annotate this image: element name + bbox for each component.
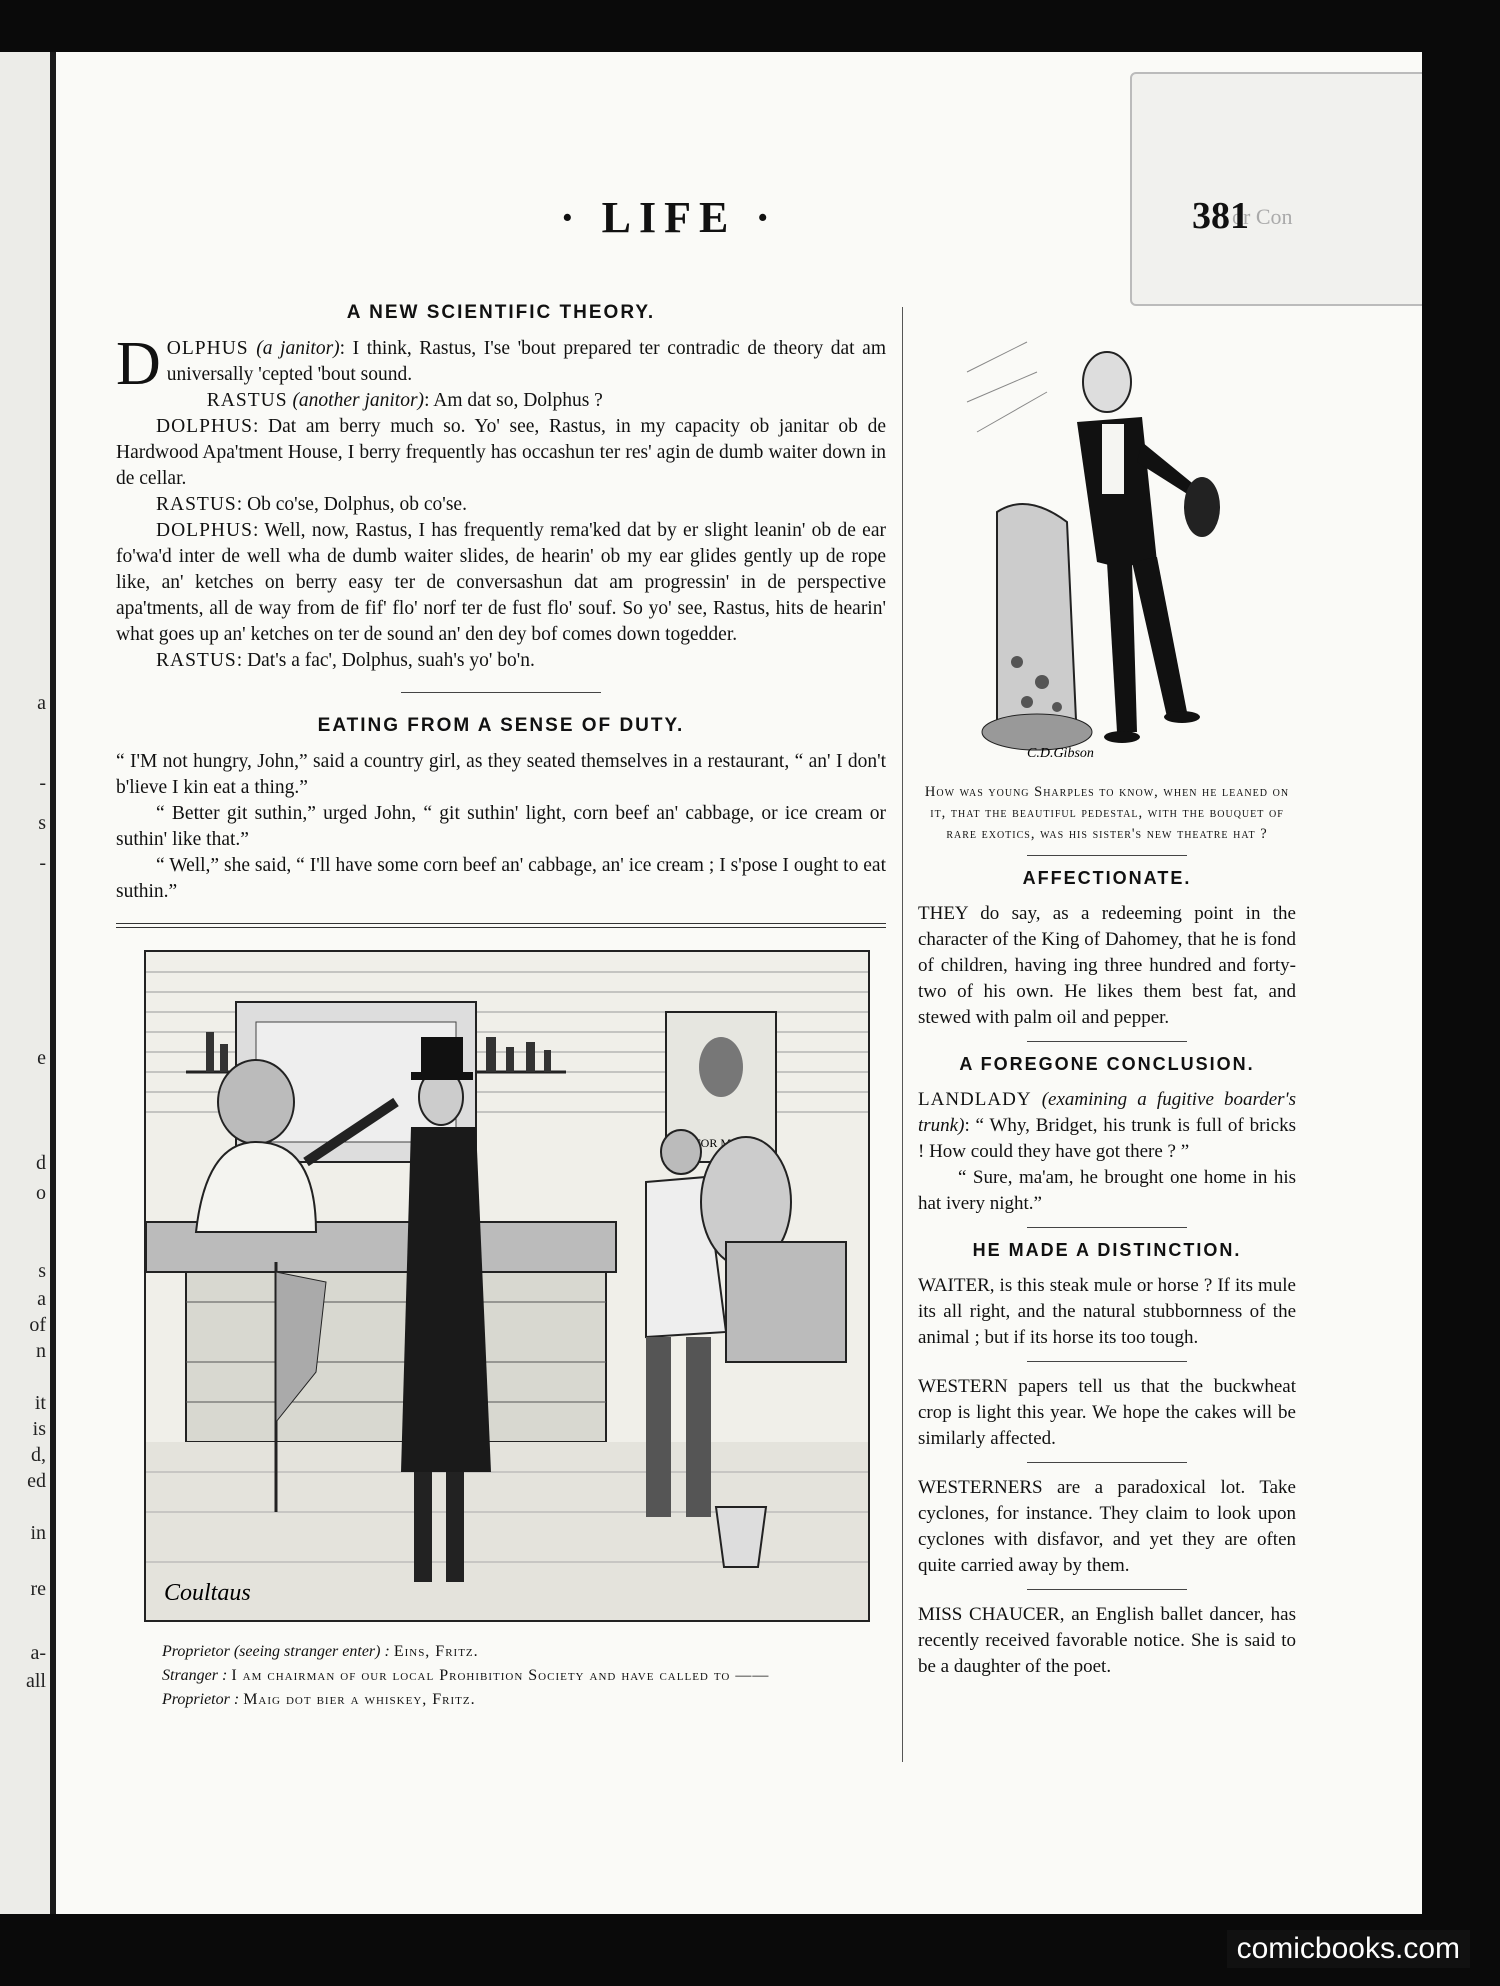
caption-speaker: Proprietor : xyxy=(162,1691,240,1708)
artist-signature: C.D.Gibson xyxy=(1027,746,1094,761)
dialogue-line xyxy=(116,518,886,648)
divider xyxy=(1027,1361,1187,1362)
dialogue-text: : Well, now, Rastus, I has frequently rema'ked dat by er slight leanin' ob de ear fo'wa'd inter de well wha de dumb waiter slides, de hearin' ob my ear glides gently up de rope like, an' ketches on berry easy ter de conversashun dat am progressin' in de perspective apa'tments, all de way from de fif' flo' norf ter de fust flo' souf. So yo' see, Rastus, hits de hearin' what goes up an' ketches on ter de sound an' den dey bof comes down togedder. xyxy=(116,520,886,645)
caption-line xyxy=(162,1688,886,1712)
dialogue-line xyxy=(116,492,886,518)
prev-page-fragment: is xyxy=(32,1418,46,1440)
speaker-note: (examining a fugitive boarder's trunk) xyxy=(918,1089,1297,1136)
saloon-illustration xyxy=(146,952,868,1620)
prev-page-fragment: ed xyxy=(27,1470,46,1492)
dialogue-line xyxy=(116,414,886,492)
artist-signature: Coultaus xyxy=(164,1580,251,1606)
speaker: LANDLADY xyxy=(918,1089,1032,1110)
dialogue-line xyxy=(116,330,886,398)
prev-page-fragment: - xyxy=(39,852,46,874)
prev-page-fragment: a xyxy=(37,692,46,714)
speaker: DOLPHUS xyxy=(156,520,253,541)
prev-page-fragment: e xyxy=(37,1047,46,1069)
paragraph: MISS CHAUCER, an English ballet dancer, has recently received favorable notice. She is said to be a daughter of the poet. xyxy=(918,1604,1296,1677)
speaker-note: (a janitor) xyxy=(256,338,340,359)
prev-page-fragment: d xyxy=(36,1152,46,1174)
poster-text: FOR xyxy=(694,1136,718,1150)
paragraph: “ Better git suthin,” urged John, “ git suthin' light, corn beef an' cabbage, or ice cream or suthin' like that.” xyxy=(116,803,886,850)
prev-page-fragment: s xyxy=(38,812,46,834)
prev-page-fragment: all xyxy=(26,1670,46,1692)
paragraph: WESTERNERS are a paradoxical lot. Take cyclones, for instance. They claim to look upon cyclones with disfavor, and yet they are often quite carried away by them. xyxy=(918,1477,1296,1576)
dialogue-text: : Am dat so, Dolphus ? xyxy=(424,390,603,411)
watermark: comicbooks.com xyxy=(1227,1930,1470,1968)
speaker: RASTUS xyxy=(156,494,237,515)
divider xyxy=(1027,855,1187,856)
divider xyxy=(1027,1041,1187,1042)
story-title: EATING FROM A SENSE OF DUTY. xyxy=(317,715,685,736)
paragraph: “ Well,” she said, “ I'll have some corn beef an' cabbage, an' ice cream ; I s'pose I ought to eat suthin.” xyxy=(116,855,886,902)
prev-page-fragment: in xyxy=(30,1522,46,1544)
story-body xyxy=(116,330,886,674)
stamp-line: or Con xyxy=(1232,204,1293,229)
prev-page-fragment: a- xyxy=(30,1642,46,1664)
caption-speaker: Proprietor (seeing stranger enter) : xyxy=(162,1643,390,1660)
dialogue-text: : Ob co'se, Dolphus, ob co'se. xyxy=(236,494,467,515)
paragraph xyxy=(918,1087,1296,1165)
speaker: RASTUS xyxy=(156,650,237,671)
dialogue-text: : I think, Rastus, I'se 'bout prepared ter contradic de theory dat am universally 'cepted 'bout sound. xyxy=(166,338,886,385)
divider xyxy=(1027,1227,1187,1228)
divider xyxy=(1027,1589,1187,1590)
speaker: DOLPHUS xyxy=(156,416,253,437)
paragraph: WESTERN papers tell us that the buckwheat crop is light this year. We hope the cakes will be similarly affected. xyxy=(918,1376,1296,1449)
divider xyxy=(401,692,601,693)
story-title: A FOREGONE CONCLUSION. xyxy=(959,1054,1255,1074)
library-stamp xyxy=(1130,72,1422,306)
paragraph: THEY do say, as a redeeming point in the character of the King of Dahomey, that he is fond of children, having ing three hundred and forty-two of his own. He likes them best fat, and stewed with palm oil and pepper. xyxy=(918,903,1296,1028)
magazine-page xyxy=(50,52,1422,1914)
prev-page-fragment: - xyxy=(39,772,46,794)
divider xyxy=(1027,1462,1187,1463)
prev-page-fragment: of xyxy=(29,1314,46,1336)
speaker-note: (another janitor) xyxy=(292,390,425,411)
dialogue-text: : Dat am berry much so. Yo' see, Rastus, in my capacity ob janitar ob de Hardwood Apa'tment House, I berry frequently has occashun ter res' agin de dumb waiter down in de cellar. xyxy=(116,416,886,489)
paragraph: WAITER, is this steak mule or horse ? If its mule its all right, and the natural stubbornness of the animal ; but if its horse its too tough. xyxy=(918,1275,1296,1348)
gentleman-illustration xyxy=(957,312,1257,762)
dialogue-line xyxy=(116,388,886,414)
caption-line xyxy=(162,1664,886,1688)
prev-page-fragment: d, xyxy=(31,1444,46,1466)
binding-edge xyxy=(50,52,56,1914)
page-number: 381 xyxy=(1192,195,1249,237)
caption-text: Maig dot bier a whiskey, Fritz. xyxy=(243,1691,476,1708)
caption-speaker: Stranger : xyxy=(162,1667,228,1684)
left-column xyxy=(116,302,886,1712)
paragraph: “ Sure, ma'am, he brought one home in his hat ivery night.” xyxy=(918,1167,1296,1214)
prev-page-fragment: s xyxy=(38,1260,46,1282)
right-column xyxy=(918,302,1296,1680)
caption-text: I am chairman of our local Prohibition Society and have called to —— xyxy=(231,1667,770,1684)
paragraph: “ I'M not hungry, John,” said a country girl, as they seated themselves in a restaurant, “ an' I don't b'lieve I kin eat a thing.” xyxy=(116,751,886,798)
speaker: OLPHUS xyxy=(166,338,249,359)
prev-page-fragment: a xyxy=(37,1288,46,1310)
drop-cap: D xyxy=(116,330,161,398)
prev-page-fragment: re xyxy=(30,1578,46,1600)
double-divider xyxy=(116,923,886,928)
caption-line xyxy=(162,1640,886,1664)
cartoon-caption xyxy=(162,1640,886,1712)
previous-page-edge xyxy=(0,52,52,1914)
story-title: HE MADE A DISTINCTION. xyxy=(972,1240,1242,1260)
masthead: · LIFE · xyxy=(560,193,779,242)
speaker: RASTUS xyxy=(206,390,288,411)
dialogue-text: : Dat's a fac', Dolphus, suah's yo' bo'n. xyxy=(236,650,535,671)
story-title: AFFECTIONATE. xyxy=(1022,868,1192,888)
dialogue-line xyxy=(116,648,886,674)
dialogue-text: : “ Why, Bridget, his trunk is full of bricks ! How could they have got there ? ” xyxy=(918,1115,1296,1162)
prev-page-fragment: n xyxy=(36,1340,46,1362)
story-title: A NEW SCIENTIFIC THEORY. xyxy=(346,302,656,323)
caption-text: Eins, Fritz. xyxy=(393,1643,479,1660)
prev-page-fragment: o xyxy=(36,1182,46,1204)
gibson-cartoon xyxy=(957,312,1257,762)
saloon-cartoon xyxy=(144,950,870,1622)
prev-page-fragment: it xyxy=(34,1392,46,1414)
cartoon-caption: How was young Sharples to know, when he leaned on it, that the beautiful pedestal, with the bouquet of rare exotics, was his sister's new theatre hat ? xyxy=(924,784,1290,842)
column-rule xyxy=(902,307,903,1762)
